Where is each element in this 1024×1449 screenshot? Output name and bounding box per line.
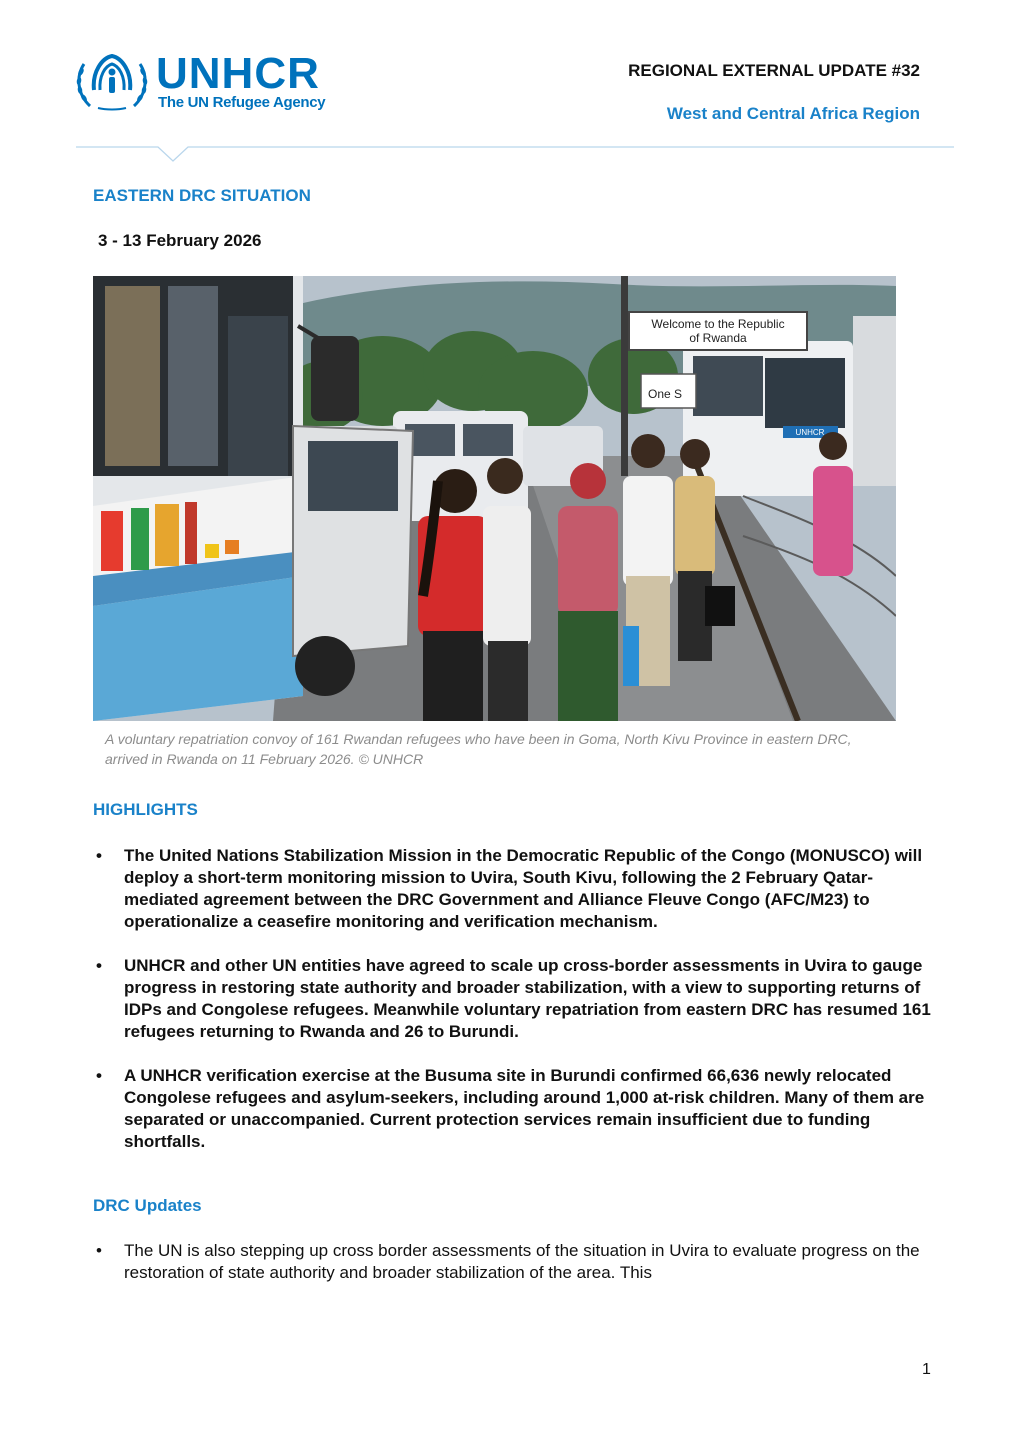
list-item	[93, 955, 933, 1043]
drc-update-text: The UN is also stepping up cross border assessments of the situation in Uvira to evaluate progress on the restoration of state authority and broader stabilization of the area. This	[124, 1241, 920, 1282]
sign2-text: One S	[648, 387, 683, 401]
highlights-list	[93, 845, 933, 1175]
truck-label: UNHCR	[795, 428, 825, 437]
region-title: West and Central Africa Region	[666, 104, 920, 123]
highlight-text: A UNHCR verification exercise at the Busuma site in Burundi confirmed 66,636 newly relocated Congolese refugees and asylum-seekers, including around 1,000 at-risk children. Many of them are separated or unaccompanied. Current protection services remain insufficient due to funding shortfalls.	[124, 1066, 925, 1151]
list-item	[93, 845, 933, 933]
situation-heading: EASTERN DRC SITUATION	[93, 186, 311, 205]
date-range: 3 - 13 February 2026	[98, 231, 262, 250]
list-item	[93, 1240, 933, 1284]
bullet-icon: •	[96, 1241, 102, 1260]
photo-scene	[93, 276, 896, 721]
unhcr-emblem-icon	[74, 50, 150, 114]
highlights-heading: HIGHLIGHTS	[93, 800, 198, 819]
drc-updates-list	[93, 1240, 933, 1284]
report-title: REGIONAL EXTERNAL UPDATE #32	[628, 61, 920, 80]
logo-tagline: The UN Refugee Agency	[158, 94, 326, 111]
highlight-text: UNHCR and other UN entities have agreed to scale up cross-border assessments in Uvira to gauge progress in restoring state authority and broader stabilization, with a view to supporting returns of IDPs and Congolese refugees. Meanwhile voluntary repatriation from eastern DRC has resumed 161 refugees returning to Rwanda and 26 to Burundi.	[124, 956, 931, 1041]
sign-line2: of Rwanda	[689, 331, 747, 345]
header-divider	[76, 145, 954, 165]
highlight-text: The United Nations Stabilization Mission in the Democratic Republic of the Congo (MONUSCO) will deploy a short-term monitoring mission to Uvira, South Kivu, following the 2 February Qatar-mediated agreement between the DRC Government and Alliance Fleuve Congo (AFC/M23) to operationalize a ceasefire monitoring and verification mechanism.	[124, 846, 923, 931]
photo-caption: A voluntary repatriation convoy of 161 Rwandan refugees who have been in Goma, North Kivu Province in eastern DRC, arrived in Rwanda on 11 February 2026. © UNHCR	[105, 731, 852, 767]
cover-photo	[93, 276, 896, 721]
bullet-icon: •	[96, 1066, 102, 1085]
sign-line1: Welcome to the Republic	[651, 317, 785, 331]
unhcr-logo	[74, 50, 344, 114]
page-number: 1	[922, 1361, 931, 1378]
bullet-icon: •	[96, 846, 102, 865]
drc-updates-heading: DRC Updates	[93, 1196, 202, 1215]
logo-wordmark: UNHCR	[156, 49, 320, 98]
list-item	[93, 1065, 933, 1153]
bullet-icon: •	[96, 956, 102, 975]
